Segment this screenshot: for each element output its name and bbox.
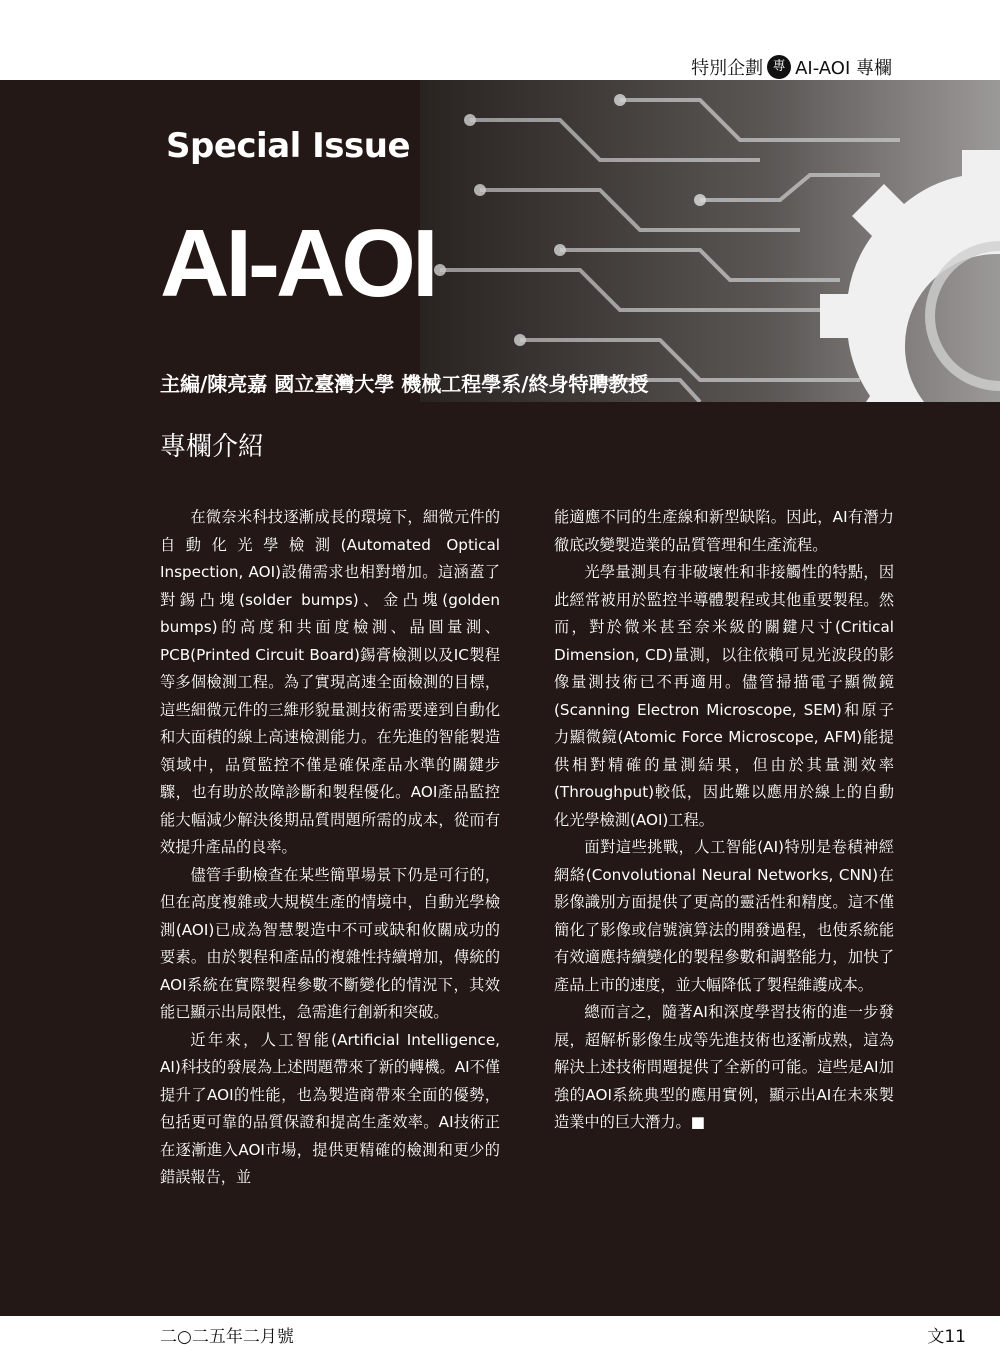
paragraph: 近年來，人工智能(Artificial Intelligence, AI)科技的發展為上述問題帶來了新的轉機。AI不僅提升了AOI的性能，也為製造商帶來全面的優勢，包括更可靠的品質保證和提高生產效率。AI技術正在逐漸進入AOI市場，提供更精確的檢測和更少的錯誤報告，並 <box>160 1030 500 1186</box>
header-section-label: 特別企劃 <box>691 58 764 79</box>
right-column <box>554 504 894 1137</box>
section-heading: 專欄介紹 <box>160 432 265 462</box>
header-column-label: AI-AOI 專欄 <box>795 58 892 79</box>
page-title: AI-AOI <box>160 210 435 317</box>
editor-credit: 主編/陳亮嘉 國立臺灣大學 機械工程學系/終身特聘教授 <box>160 372 649 396</box>
paragraph: 能適應不同的生產線和新型缺陷。因此，AI有潛力徹底改變製造業的品質管理和生產流程。 <box>554 508 894 554</box>
paragraph: 在微奈米科技逐漸成長的環境下，細微元件的自動化光學檢測(Automated Optical Inspection, AOI)設備需求也相對增加。這涵蓋了對錫凸塊(solder bumps)、金凸塊(golden bumps)的高度和共面度檢測、晶圓量測、PCB(Printed Circuit Board)錫膏檢測以及IC製程等多個檢測工程。為了實現高速全面檢測的目標，這些細微元件的三維形貌量測技術需要達到自動化和大面積的線上高速檢測能力。在先進的智能製造領域中，品質監控不僅是確保產品水準的關鍵步驟，也有助於故障診斷和製程優化。AOI產品監控能大幅減少解決後期品質問題所需的成本，從而有效提升產品的良率。 <box>160 508 500 856</box>
circuit-gear-art <box>0 80 1000 402</box>
left-column <box>160 504 500 1192</box>
running-header <box>691 54 892 80</box>
paragraph: 光學量測具有非破壞性和非接觸性的特點，因此經常被用於監控半導體製程或其他重要製程。然而，對於微米甚至奈米級的關鍵尺寸(Critical Dimension, CD)量測，以往依賴可見光波段的影像量測技術已不再適用。儘管掃描電子顯微鏡(Scanning Electron Microscope, SEM)和原子力顯微鏡(Atomic Force Microscope, AFM)能提供相對精確的量測結果，但由於其量測效率(Throughput)較低，因此難以應用於線上的自動化光學檢測(AOI)工程。 <box>554 563 894 829</box>
article-panel <box>0 80 1000 1316</box>
header-badge-icon: 專 <box>767 55 791 79</box>
top-margin <box>0 0 1000 80</box>
paragraph: 總而言之，隨著AI和深度學習技術的進一步發展，超解析影像生成等先進技術也逐漸成熟，這為解決上述技術問題提供了全新的可能。這些是AI加強的AOI系統典型的應用實例，顯示出AI在未來製造業中的巨大潛力。■ <box>554 1003 894 1131</box>
paragraph: 儘管手動檢查在某些簡單場景下仍是可行的，但在高度複雜或大規模生產的情境中，自動光學檢測(AOI)已成為智慧製造中不可或缺和攸關成功的要素。由於製程和產品的複雜性持續增加，傳統的AOI系統在實際製程參數不斷變化的情況下，其效能已顯示出局限性，急需進行創新和突破。 <box>160 865 500 1021</box>
issue-date: 二○二五年二月號 <box>160 1327 294 1347</box>
special-issue-label: Special Issue <box>166 126 411 166</box>
paragraph: 面對這些挑戰，人工智能(AI)特別是卷積神經網絡(Convolutional Neural Networks, CNN)在影像識別方面提供了更高的靈活性和精度。這不僅簡化了影像或信號演算法的開發過程，也使系統能有效適應持續變化的製程參數和調整能力，加快了產品上市的速度，並大幅降低了製程維護成本。 <box>554 838 894 994</box>
page-number: 文11 <box>927 1327 966 1347</box>
